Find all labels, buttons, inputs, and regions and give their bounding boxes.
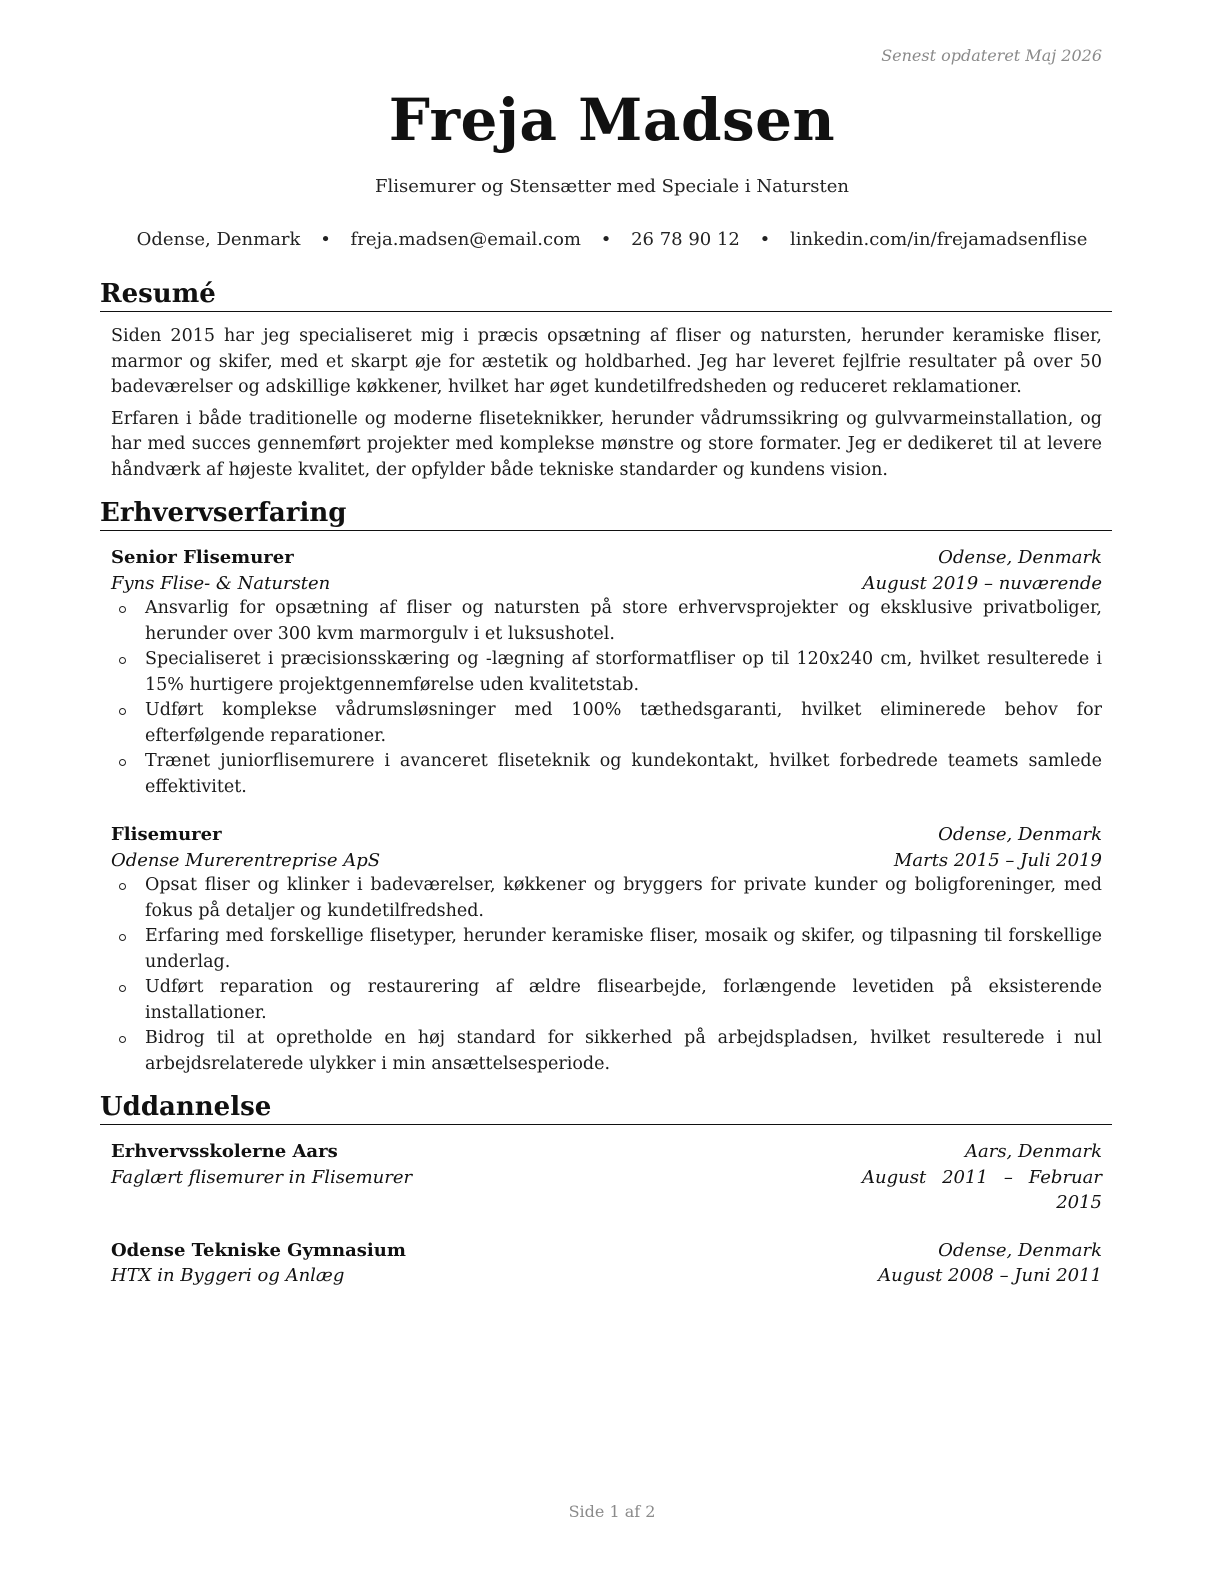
job-dates: Marts 2015 – Juli 2019 bbox=[893, 849, 1102, 871]
section-title-experience: Erhvervserfaring bbox=[100, 497, 1112, 531]
tagline: Flisemurer og Stensætter med Speciale i Natursten bbox=[375, 176, 849, 197]
bullet-item: Erfaring med forskellige flisetyper, herunder keramiske fliser, mosaik og skifer, og tilpasning til forskellige underlag. bbox=[145, 924, 1102, 975]
last-updated: Senest opdateret Maj 2026 bbox=[881, 46, 1102, 65]
contact-location: Odense, Denmark bbox=[136, 229, 301, 250]
degree: HTX in Byggeri og Anlæg bbox=[111, 1265, 345, 1286]
summary-paragraph: Siden 2015 har jeg specialiseret mig i præcis opsætning af fliser og natursten, herunder keramiske fliser, marmor og skifer, med et skarpt øje for æstetik og holdbarhed. Jeg har leveret fejlfrie resultater på over 50 badeværelser og adskillige køkkener, hvilket har øget kundetilfredsheden og reduceret reklamationer. bbox=[111, 326, 1102, 397]
education-section bbox=[100, 1091, 1112, 1289]
section-title-education: Uddannelse bbox=[100, 1091, 1112, 1125]
contact-email[interactable]: freja.madsen@email.com bbox=[350, 229, 581, 250]
separator-dot: • bbox=[600, 229, 612, 250]
job-location: Odense, Denmark bbox=[938, 824, 1102, 845]
resume-content bbox=[100, 278, 1112, 1289]
bullet-item: Opsat fliser og klinker i badeværelser, køkkener og bryggers for private kunder og boligforeninger, med fokus på detaljer og kundetilfredshed. bbox=[145, 873, 1102, 924]
contact-line bbox=[0, 229, 1224, 250]
separator-dot: • bbox=[759, 229, 771, 250]
section-title-summary: Resumé bbox=[100, 278, 1112, 312]
school-location: Aars, Denmark bbox=[964, 1141, 1102, 1162]
bullet-item: Specialiseret i præcisionsskæring og -lægning af storformatfliser op til 120x240 cm, hvilket resulterede i 15% hurtigere projektgennemførelse uden kvalitetstab. bbox=[145, 647, 1102, 698]
contact-phone[interactable]: 26 78 90 12 bbox=[631, 229, 740, 250]
degree: Faglært flisemurer in Flisemurer bbox=[111, 1166, 413, 1188]
bullet-item: Udført komplekse vådrumsløsninger med 100% tæthedsgaranti, hvilket eliminerede behov for efterfølgende reparationer. bbox=[145, 698, 1102, 749]
experience-entry bbox=[111, 822, 1102, 1077]
candidate-name: Freja Madsen bbox=[388, 86, 836, 154]
job-role: Flisemurer bbox=[111, 824, 222, 845]
education-entry bbox=[111, 1139, 1102, 1216]
education-entry bbox=[111, 1238, 1102, 1289]
bullet-item: Trænet juniorflisemurere i avanceret fliseteknik og kundekontakt, hvilket forbedrede teamets samlede effektivitet. bbox=[145, 749, 1102, 800]
job-dates: August 2019 – nuværende bbox=[862, 572, 1102, 594]
summary-section bbox=[100, 278, 1112, 483]
experience-section bbox=[100, 497, 1112, 1077]
school-location: Odense, Denmark bbox=[938, 1239, 1102, 1261]
job-bullets bbox=[111, 873, 1102, 1077]
bullet-item: Ansvarlig for opsætning af fliser og natursten på store erhvervsprojekter og eksklusive privatboliger, herunder over 300 kvm marmorgulv i et luksushotel. bbox=[145, 596, 1102, 647]
education-dates: August 2011 – Februar 2015 bbox=[862, 1166, 1102, 1213]
job-bullets bbox=[111, 596, 1102, 800]
summary-paragraph: Erfaren i både traditionelle og moderne fliseteknikker, herunder vådrumssikring og gulvvarmeinstallation, og har med succes gennemført projekter med komplekse mønstre og store formater. Jeg er dedikeret til at levere håndværk af højeste kvalitet, der opfylder både tekniske standarder og kundens vision. bbox=[111, 408, 1102, 480]
school-name: Erhvervsskolerne Aars bbox=[111, 1141, 338, 1162]
bullet-item: Bidrog til at opretholde en høj standard for sikkerhed på arbejdspladsen, hvilket resulterede i nul arbejdsrelaterede ulykker i min ansættelsesperiode. bbox=[145, 1026, 1102, 1077]
page-number: Side 1 af 2 bbox=[568, 1502, 656, 1521]
job-company: Odense Murerentreprise ApS bbox=[111, 849, 381, 871]
bullet-item: Udført reparation og restaurering af ældre flisearbejde, forlængende levetiden på eksisterende installationer. bbox=[145, 975, 1102, 1026]
job-company: Fyns Flise- & Natursten bbox=[111, 572, 331, 594]
school-name: Odense Tekniske Gymnasium bbox=[111, 1239, 406, 1261]
job-role: Senior Flisemurer bbox=[111, 547, 294, 568]
experience-entry bbox=[111, 545, 1102, 800]
separator-dot: • bbox=[320, 229, 331, 250]
job-location: Odense, Denmark bbox=[938, 547, 1102, 568]
education-dates: August 2008 – Juni 2011 bbox=[878, 1265, 1102, 1286]
contact-linkedin[interactable]: linkedin.com/in/frejamadsenflise bbox=[789, 229, 1088, 250]
